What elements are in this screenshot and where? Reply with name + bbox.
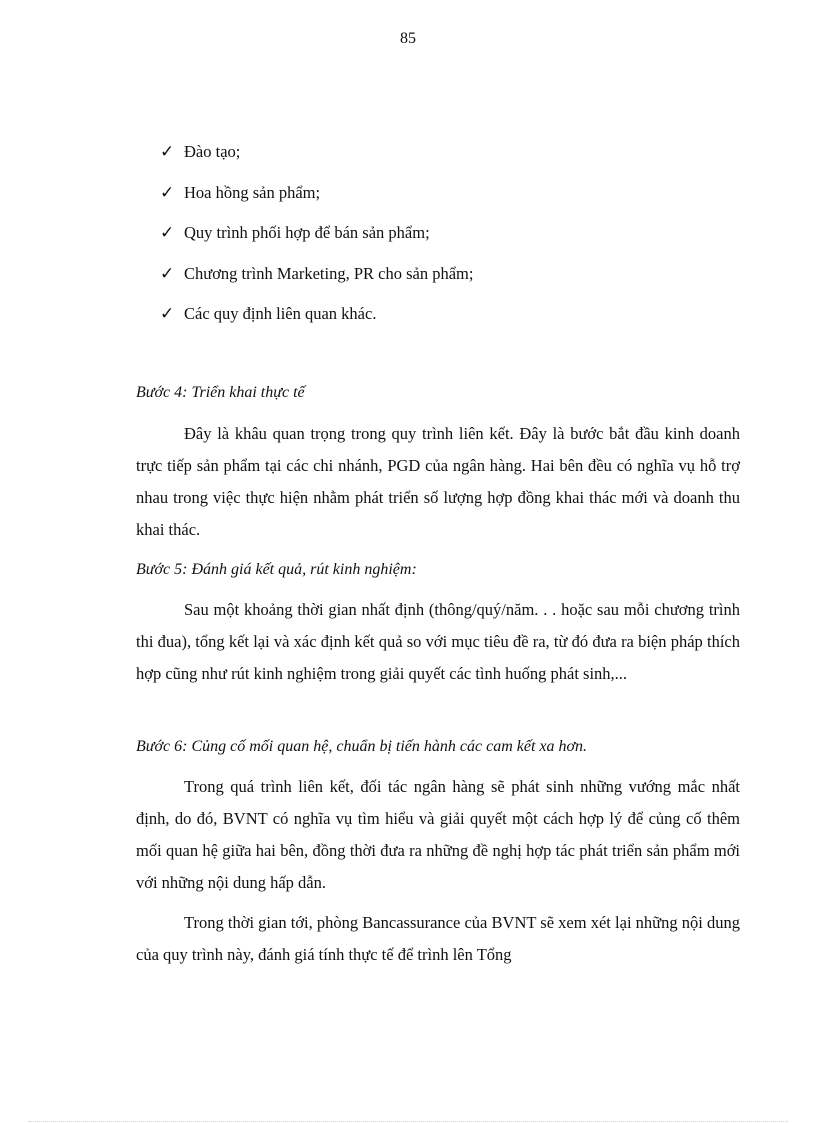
checklist <box>160 140 473 343</box>
step5-paragraph: Sau một khoảng thời gian nhất định (thông/quý/năm. . . hoặc sau mỗi chương trình thi đua), tổng kết lại và xác định kết quả so với mục tiêu đề ra, từ đó đưa ra biện pháp thích hợp cũng như rút kinh nghiệm trong giải quyết các tình huống phát sinh,... <box>136 600 740 683</box>
step6-paragraph-2: Trong thời gian tới, phòng Bancassurance của BVNT sẽ xem xét lại những nội dung của quy trình này, đánh giá tính thực tế để trình lên Tổng <box>136 913 740 964</box>
page-number: 85 <box>400 30 416 47</box>
step4-paragraph: Đây là khâu quan trọng trong quy trình liên kết. Đây là bước bắt đầu kinh doanh trực tiếp sản phẩm tại các chi nhánh, PGD của ngân hàng. Hai bên đều có nghĩa vụ hỗ trợ nhau trong việc thực hiện nhằm phát triển số lượng hợp đồng khai thác mới và doanh thu khai thác. <box>136 424 740 539</box>
list-item-text: Quy trình phối hợp để bán sản phẩm; <box>184 223 430 242</box>
list-item <box>160 140 473 181</box>
checkmark-icon: ✓ <box>160 142 175 161</box>
list-item-text: Đào tạo; <box>184 142 241 161</box>
list-item <box>160 221 473 262</box>
footer-divider <box>28 1121 788 1122</box>
list-item-text: Hoa hồng sản phẩm; <box>184 182 321 202</box>
list-item <box>160 181 473 222</box>
list-item <box>160 302 473 343</box>
checkmark-icon: ✓ <box>160 304 175 323</box>
checkmark-icon: ✓ <box>160 223 175 242</box>
checkmark-icon: ✓ <box>160 263 175 283</box>
step5-heading: Bước 5: Đánh giá kết quả, rút kinh nghiệm: <box>136 561 417 578</box>
list-item <box>160 262 473 303</box>
list-item-text: Chương trình Marketing, PR cho sản phẩm; <box>184 263 474 283</box>
step6-paragraph-1: Trong quá trình liên kết, đối tác ngân hàng sẽ phát sinh những vướng mắc nhất định, do đó, BVNT có nghĩa vụ tìm hiểu và giải quyết một cách hợp lý để củng cố thêm mối quan hệ giữa hai bên, đồng thời đưa ra những đề nghị hợp tác phát triển sản phẩm mới với những nội dung hấp dẫn. <box>136 777 740 892</box>
step6-heading: Bước 6: Củng cố mối quan hệ, chuẩn bị tiến hành các cam kết xa hơn. <box>136 738 588 755</box>
checkmark-icon: ✓ <box>160 182 175 202</box>
step4-heading: Bước 4: Triển khai thực tế <box>136 384 305 401</box>
list-item-text: Các quy định liên quan khác. <box>184 304 377 323</box>
